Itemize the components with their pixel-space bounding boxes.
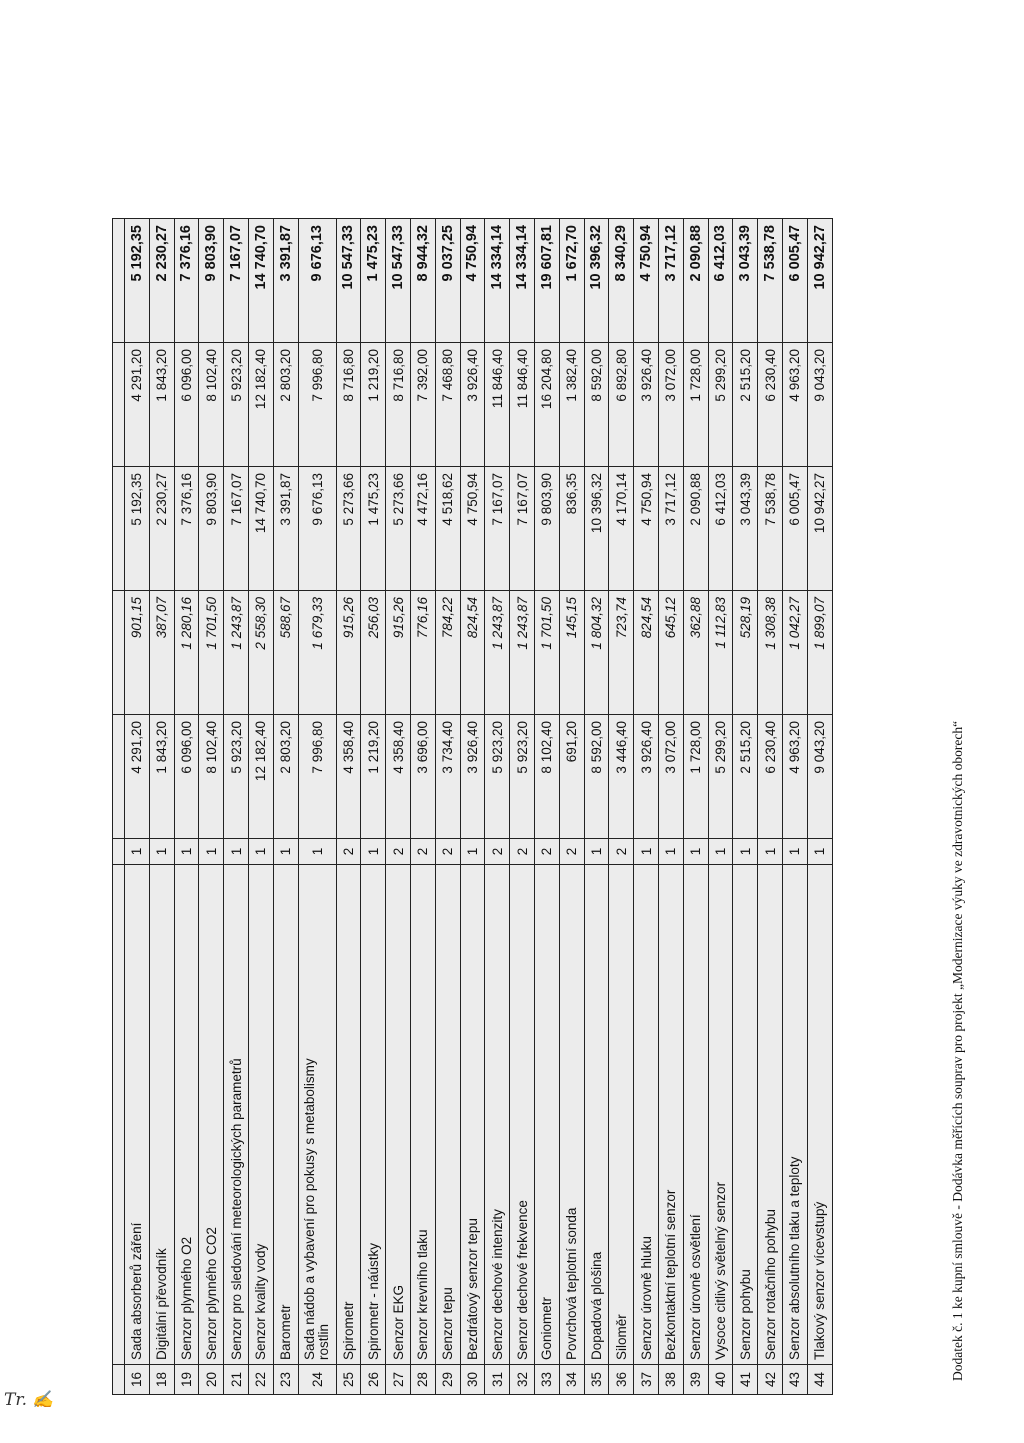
cell-quantity: 2 bbox=[559, 839, 584, 865]
cell-unit-price-with-vat: 4 750,94 bbox=[634, 467, 659, 591]
cell-total-with-vat: 3 391,87 bbox=[273, 219, 298, 343]
cell-item-number: 40 bbox=[708, 1365, 733, 1395]
cell-vat: 645,12 bbox=[658, 591, 683, 715]
handwritten-initials: Tr. ✍ bbox=[4, 1390, 54, 1410]
cell-total: 1 382,40 bbox=[559, 343, 584, 467]
cell-item-name: Sada absorberů záření bbox=[125, 865, 150, 1365]
cell-unit-price: 8 592,00 bbox=[584, 715, 609, 839]
cell-item-name: Bezkontaktní teplotní senzor bbox=[658, 865, 683, 1365]
cell-unit-price-with-vat: 4 750,94 bbox=[460, 467, 485, 591]
cell-total: 4 963,20 bbox=[782, 343, 807, 467]
cell-item-number: 31 bbox=[485, 1365, 510, 1395]
cell-vat: 1 308,38 bbox=[758, 591, 783, 715]
cell-item-name: Senzor EKG bbox=[386, 865, 411, 1365]
cell-total-with-vat: 10 396,32 bbox=[584, 219, 609, 343]
cell-unit-price: 4 358,40 bbox=[336, 715, 361, 839]
cell-item-name: Goniometr bbox=[534, 865, 559, 1365]
cell-vat: 362,88 bbox=[683, 591, 708, 715]
header-cell-total bbox=[113, 343, 125, 467]
cell-total: 1 728,00 bbox=[683, 343, 708, 467]
cell-quantity: 2 bbox=[336, 839, 361, 865]
cell-item-number: 23 bbox=[273, 1365, 298, 1395]
cell-total: 4 291,20 bbox=[125, 343, 150, 467]
cell-vat: 1 042,27 bbox=[782, 591, 807, 715]
cell-quantity: 2 bbox=[510, 839, 535, 865]
cell-quantity: 1 bbox=[125, 839, 150, 865]
cell-unit-price-with-vat: 14 740,70 bbox=[248, 467, 273, 591]
cell-vat: 588,67 bbox=[273, 591, 298, 715]
cell-item-name: Dopadová plošina bbox=[584, 865, 609, 1365]
cell-unit-price: 4 963,20 bbox=[782, 715, 807, 839]
cell-item-name: Povrchová teplotní sonda bbox=[559, 865, 584, 1365]
cell-item-number: 33 bbox=[534, 1365, 559, 1395]
cell-vat: 1 243,87 bbox=[485, 591, 510, 715]
cell-unit-price: 3 072,00 bbox=[658, 715, 683, 839]
cell-item-number: 38 bbox=[658, 1365, 683, 1395]
table-header-row bbox=[113, 219, 125, 1395]
cell-quantity: 1 bbox=[584, 839, 609, 865]
cell-quantity: 1 bbox=[298, 839, 336, 865]
header-cell-name bbox=[113, 865, 125, 1365]
cell-unit-price: 3 446,40 bbox=[609, 715, 634, 839]
cell-item-name: Spirometr bbox=[336, 865, 361, 1365]
cell-unit-price: 7 996,80 bbox=[298, 715, 336, 839]
cell-unit-price-with-vat: 2 230,27 bbox=[149, 467, 174, 591]
cell-total: 3 926,40 bbox=[634, 343, 659, 467]
cell-item-name: Barometr bbox=[273, 865, 298, 1365]
cell-item-number: 21 bbox=[224, 1365, 249, 1395]
cell-total-with-vat: 19 607,81 bbox=[534, 219, 559, 343]
cell-item-number: 41 bbox=[733, 1365, 758, 1395]
cell-item-name bbox=[298, 865, 336, 1365]
cell-item-name-line1: Sada nádob a vybavení pro pokusy s metabolismy bbox=[302, 1058, 318, 1360]
cell-item-number: 25 bbox=[336, 1365, 361, 1395]
cell-unit-price: 6 096,00 bbox=[174, 715, 199, 839]
cell-vat: 824,54 bbox=[460, 591, 485, 715]
cell-item-number: 22 bbox=[248, 1365, 273, 1395]
cell-quantity: 1 bbox=[248, 839, 273, 865]
cell-unit-price: 2 803,20 bbox=[273, 715, 298, 839]
cell-unit-price-with-vat: 10 942,27 bbox=[807, 467, 832, 591]
cell-total-with-vat: 3 717,12 bbox=[658, 219, 683, 343]
cell-quantity: 2 bbox=[609, 839, 634, 865]
cell-unit-price-with-vat: 4 518,62 bbox=[435, 467, 460, 591]
cell-item-name: Senzor úrovně hluku bbox=[634, 865, 659, 1365]
table-row bbox=[361, 219, 386, 1395]
cell-item-number: 39 bbox=[683, 1365, 708, 1395]
cell-total-with-vat: 10 547,33 bbox=[336, 219, 361, 343]
cell-total-with-vat: 4 750,94 bbox=[460, 219, 485, 343]
cell-total: 6 096,00 bbox=[174, 343, 199, 467]
table-row bbox=[125, 219, 150, 1395]
table-row bbox=[733, 219, 758, 1395]
cell-vat: 387,07 bbox=[149, 591, 174, 715]
cell-item-number: 19 bbox=[174, 1365, 199, 1395]
cell-unit-price: 5 923,20 bbox=[510, 715, 535, 839]
cell-vat: 528,19 bbox=[733, 591, 758, 715]
cell-total: 12 182,40 bbox=[248, 343, 273, 467]
cell-unit-price-with-vat: 3 717,12 bbox=[658, 467, 683, 591]
table-row bbox=[435, 219, 460, 1395]
cell-total-with-vat: 9 803,90 bbox=[199, 219, 224, 343]
cell-quantity: 2 bbox=[534, 839, 559, 865]
table-row bbox=[174, 219, 199, 1395]
cell-total: 6 892,80 bbox=[609, 343, 634, 467]
table-row bbox=[559, 219, 584, 1395]
table-row bbox=[609, 219, 634, 1395]
cell-item-name: Senzor pro sledování meteorologických parametrů bbox=[224, 865, 249, 1365]
cell-unit-price: 691,20 bbox=[559, 715, 584, 839]
cell-vat: 256,03 bbox=[361, 591, 386, 715]
table-row bbox=[248, 219, 273, 1395]
table-row bbox=[534, 219, 559, 1395]
cell-item-number: 35 bbox=[584, 1365, 609, 1395]
cell-total-with-vat: 6 005,47 bbox=[782, 219, 807, 343]
cell-item-number: 30 bbox=[460, 1365, 485, 1395]
cell-total: 8 592,00 bbox=[584, 343, 609, 467]
cell-vat: 1 804,32 bbox=[584, 591, 609, 715]
cell-quantity: 1 bbox=[658, 839, 683, 865]
cell-item-name: Senzor absolutního tlaku a teploty bbox=[782, 865, 807, 1365]
cell-vat: 1 243,87 bbox=[224, 591, 249, 715]
cell-total-with-vat: 7 376,16 bbox=[174, 219, 199, 343]
cell-total-with-vat: 4 750,94 bbox=[634, 219, 659, 343]
cell-vat: 1 899,07 bbox=[807, 591, 832, 715]
cell-unit-price-with-vat: 5 192,35 bbox=[125, 467, 150, 591]
cell-quantity: 1 bbox=[758, 839, 783, 865]
cell-total-with-vat: 7 538,78 bbox=[758, 219, 783, 343]
cell-total-with-vat: 6 412,03 bbox=[708, 219, 733, 343]
cell-quantity: 2 bbox=[485, 839, 510, 865]
cell-total: 2 803,20 bbox=[273, 343, 298, 467]
cell-vat: 915,26 bbox=[336, 591, 361, 715]
footer-note: Dodatek č. 1 ke kupní smlouvě - Dodávka měřících souprav pro projekt „Modernizace výuky ve zdravotnických oborech“ bbox=[950, 720, 965, 1381]
cell-total: 9 043,20 bbox=[807, 343, 832, 467]
cell-item-name: Senzor krevního tlaku bbox=[410, 865, 435, 1365]
cell-item-name-line2: rostlin bbox=[316, 1323, 332, 1360]
cell-vat: 1 701,50 bbox=[534, 591, 559, 715]
cell-total-with-vat: 2 090,88 bbox=[683, 219, 708, 343]
cell-vat: 784,22 bbox=[435, 591, 460, 715]
cell-total: 7 392,00 bbox=[410, 343, 435, 467]
cell-item-number: 42 bbox=[758, 1365, 783, 1395]
cell-unit-price-with-vat: 6 412,03 bbox=[708, 467, 733, 591]
table-row bbox=[634, 219, 659, 1395]
table-row bbox=[708, 219, 733, 1395]
table-row bbox=[758, 219, 783, 1395]
cell-item-number: 27 bbox=[386, 1365, 411, 1395]
cell-item-number: 34 bbox=[559, 1365, 584, 1395]
cell-total-with-vat: 1 475,23 bbox=[361, 219, 386, 343]
table-row bbox=[460, 219, 485, 1395]
cell-quantity: 1 bbox=[634, 839, 659, 865]
cell-total: 2 515,20 bbox=[733, 343, 758, 467]
cell-unit-price: 8 102,40 bbox=[199, 715, 224, 839]
cell-item-number: 24 bbox=[298, 1365, 336, 1395]
cell-vat: 1 701,50 bbox=[199, 591, 224, 715]
cell-vat: 1 280,16 bbox=[174, 591, 199, 715]
cell-total-with-vat: 3 043,39 bbox=[733, 219, 758, 343]
header-cell-total-vat bbox=[113, 219, 125, 343]
cell-item-name: Senzor plynného CO2 bbox=[199, 865, 224, 1365]
cell-unit-price: 5 299,20 bbox=[708, 715, 733, 839]
cell-quantity: 2 bbox=[386, 839, 411, 865]
cell-unit-price: 3 926,40 bbox=[460, 715, 485, 839]
cell-total: 1 219,20 bbox=[361, 343, 386, 467]
cell-vat: 1 679,33 bbox=[298, 591, 336, 715]
cell-item-number: 20 bbox=[199, 1365, 224, 1395]
table-row bbox=[199, 219, 224, 1395]
cell-vat: 915,26 bbox=[386, 591, 411, 715]
header-cell-qty bbox=[113, 839, 125, 865]
cell-unit-price-with-vat: 2 090,88 bbox=[683, 467, 708, 591]
cell-total-with-vat: 14 334,14 bbox=[485, 219, 510, 343]
cell-item-name: Senzor kvality vody bbox=[248, 865, 273, 1365]
cell-unit-price-with-vat: 9 803,90 bbox=[534, 467, 559, 591]
table-row bbox=[584, 219, 609, 1395]
cell-unit-price-with-vat: 7 167,07 bbox=[224, 467, 249, 591]
cell-unit-price: 12 182,40 bbox=[248, 715, 273, 839]
cell-unit-price-with-vat: 1 475,23 bbox=[361, 467, 386, 591]
cell-quantity: 1 bbox=[273, 839, 298, 865]
cell-unit-price: 5 923,20 bbox=[224, 715, 249, 839]
cell-total: 8 716,80 bbox=[336, 343, 361, 467]
cell-unit-price-with-vat: 7 538,78 bbox=[758, 467, 783, 591]
cell-item-name: Senzor tepu bbox=[435, 865, 460, 1365]
cell-total-with-vat: 9 037,25 bbox=[435, 219, 460, 343]
table-row bbox=[273, 219, 298, 1395]
cell-unit-price: 9 043,20 bbox=[807, 715, 832, 839]
cell-total: 7 468,80 bbox=[435, 343, 460, 467]
cell-total: 5 299,20 bbox=[708, 343, 733, 467]
cell-vat: 1 243,87 bbox=[510, 591, 535, 715]
cell-unit-price: 3 926,40 bbox=[634, 715, 659, 839]
cell-quantity: 1 bbox=[708, 839, 733, 865]
cell-unit-price: 2 515,20 bbox=[733, 715, 758, 839]
cell-total-with-vat: 8 340,29 bbox=[609, 219, 634, 343]
table-row bbox=[807, 219, 832, 1395]
price-table-wrapper bbox=[112, 218, 833, 1395]
cell-unit-price-with-vat: 3 043,39 bbox=[733, 467, 758, 591]
cell-unit-price: 1 219,20 bbox=[361, 715, 386, 839]
cell-unit-price-with-vat: 5 273,66 bbox=[336, 467, 361, 591]
cell-unit-price-with-vat: 4 170,14 bbox=[609, 467, 634, 591]
cell-item-number: 43 bbox=[782, 1365, 807, 1395]
header-cell-unit-price-vat bbox=[113, 467, 125, 591]
cell-quantity: 1 bbox=[460, 839, 485, 865]
cell-item-name: Senzor plynného O2 bbox=[174, 865, 199, 1365]
cell-total: 6 230,40 bbox=[758, 343, 783, 467]
cell-quantity: 1 bbox=[683, 839, 708, 865]
cell-total-with-vat: 9 676,13 bbox=[298, 219, 336, 343]
cell-item-name: Tlakový senzor vícevstupý bbox=[807, 865, 832, 1365]
cell-total: 8 716,80 bbox=[386, 343, 411, 467]
cell-total-with-vat: 2 230,27 bbox=[149, 219, 174, 343]
cell-vat: 2 558,30 bbox=[248, 591, 273, 715]
table-row bbox=[485, 219, 510, 1395]
cell-vat: 1 112,83 bbox=[708, 591, 733, 715]
cell-total-with-vat: 1 672,70 bbox=[559, 219, 584, 343]
cell-item-number: 32 bbox=[510, 1365, 535, 1395]
table-row bbox=[782, 219, 807, 1395]
cell-quantity: 2 bbox=[435, 839, 460, 865]
cell-item-name: Spirometr - náústky bbox=[361, 865, 386, 1365]
cell-total-with-vat: 14 334,14 bbox=[510, 219, 535, 343]
table-row bbox=[658, 219, 683, 1395]
cell-unit-price-with-vat: 7 167,07 bbox=[485, 467, 510, 591]
header-cell-vat bbox=[113, 591, 125, 715]
cell-item-number: 28 bbox=[410, 1365, 435, 1395]
cell-total: 11 846,40 bbox=[485, 343, 510, 467]
price-table bbox=[112, 218, 833, 1395]
table-row bbox=[410, 219, 435, 1395]
cell-vat: 776,16 bbox=[410, 591, 435, 715]
cell-item-number: 44 bbox=[807, 1365, 832, 1395]
cell-total-with-vat: 10 547,33 bbox=[386, 219, 411, 343]
cell-item-name: Senzor úrovně osvětlení bbox=[683, 865, 708, 1365]
table-row bbox=[336, 219, 361, 1395]
cell-total: 5 923,20 bbox=[224, 343, 249, 467]
cell-unit-price-with-vat: 7 376,16 bbox=[174, 467, 199, 591]
cell-unit-price-with-vat: 5 273,66 bbox=[386, 467, 411, 591]
cell-vat: 901,15 bbox=[125, 591, 150, 715]
cell-unit-price-with-vat: 4 472,16 bbox=[410, 467, 435, 591]
cell-item-name: Senzor pohybu bbox=[733, 865, 758, 1365]
cell-quantity: 1 bbox=[174, 839, 199, 865]
cell-unit-price: 6 230,40 bbox=[758, 715, 783, 839]
cell-total-with-vat: 5 192,35 bbox=[125, 219, 150, 343]
cell-item-number: 36 bbox=[609, 1365, 634, 1395]
cell-unit-price: 4 358,40 bbox=[386, 715, 411, 839]
cell-unit-price-with-vat: 10 396,32 bbox=[584, 467, 609, 591]
cell-unit-price-with-vat: 836,35 bbox=[559, 467, 584, 591]
cell-item-name: Senzor dechové frekvence bbox=[510, 865, 535, 1365]
cell-item-number: 16 bbox=[125, 1365, 150, 1395]
cell-item-number: 37 bbox=[634, 1365, 659, 1395]
header-cell-no bbox=[113, 1365, 125, 1395]
cell-unit-price-with-vat: 3 391,87 bbox=[273, 467, 298, 591]
cell-quantity: 1 bbox=[807, 839, 832, 865]
cell-item-name: Digitální převodník bbox=[149, 865, 174, 1365]
cell-total: 3 072,00 bbox=[658, 343, 683, 467]
cell-total: 7 996,80 bbox=[298, 343, 336, 467]
cell-unit-price: 5 923,20 bbox=[485, 715, 510, 839]
cell-unit-price: 3 696,00 bbox=[410, 715, 435, 839]
cell-total-with-vat: 14 740,70 bbox=[248, 219, 273, 343]
cell-unit-price: 1 728,00 bbox=[683, 715, 708, 839]
cell-quantity: 1 bbox=[361, 839, 386, 865]
cell-unit-price: 1 843,20 bbox=[149, 715, 174, 839]
price-table-body bbox=[113, 219, 833, 1395]
cell-item-name: Senzor dechové intenzity bbox=[485, 865, 510, 1365]
cell-unit-price: 3 734,40 bbox=[435, 715, 460, 839]
cell-vat: 723,74 bbox=[609, 591, 634, 715]
cell-item-number: 26 bbox=[361, 1365, 386, 1395]
cell-total: 1 843,20 bbox=[149, 343, 174, 467]
cell-vat: 824,54 bbox=[634, 591, 659, 715]
cell-total: 8 102,40 bbox=[199, 343, 224, 467]
cell-quantity: 1 bbox=[199, 839, 224, 865]
table-row bbox=[149, 219, 174, 1395]
cell-total: 11 846,40 bbox=[510, 343, 535, 467]
table-row bbox=[224, 219, 249, 1395]
table-row bbox=[510, 219, 535, 1395]
cell-item-number: 29 bbox=[435, 1365, 460, 1395]
cell-quantity: 1 bbox=[149, 839, 174, 865]
cell-quantity: 1 bbox=[224, 839, 249, 865]
cell-total: 3 926,40 bbox=[460, 343, 485, 467]
header-cell-unit-price bbox=[113, 715, 125, 839]
cell-total-with-vat: 7 167,07 bbox=[224, 219, 249, 343]
cell-item-name: Senzor rotačního pohybu bbox=[758, 865, 783, 1365]
cell-quantity: 2 bbox=[410, 839, 435, 865]
cell-unit-price-with-vat: 9 676,13 bbox=[298, 467, 336, 591]
cell-unit-price-with-vat: 9 803,90 bbox=[199, 467, 224, 591]
cell-item-name: Vysoce citlivý světelný senzor bbox=[708, 865, 733, 1365]
cell-quantity: 1 bbox=[733, 839, 758, 865]
table-row bbox=[298, 219, 336, 1395]
cell-unit-price: 8 102,40 bbox=[534, 715, 559, 839]
table-row bbox=[386, 219, 411, 1395]
cell-item-number: 18 bbox=[149, 1365, 174, 1395]
cell-unit-price-with-vat: 7 167,07 bbox=[510, 467, 535, 591]
cell-item-name: Siloměr bbox=[609, 865, 634, 1365]
cell-total-with-vat: 10 942,27 bbox=[807, 219, 832, 343]
cell-total-with-vat: 8 944,32 bbox=[410, 219, 435, 343]
cell-unit-price-with-vat: 6 005,47 bbox=[782, 467, 807, 591]
cell-item-name: Bezdrátový senzor tepu bbox=[460, 865, 485, 1365]
cell-quantity: 1 bbox=[782, 839, 807, 865]
table-row bbox=[683, 219, 708, 1395]
cell-unit-price: 4 291,20 bbox=[125, 715, 150, 839]
cell-vat: 145,15 bbox=[559, 591, 584, 715]
cell-total: 16 204,80 bbox=[534, 343, 559, 467]
